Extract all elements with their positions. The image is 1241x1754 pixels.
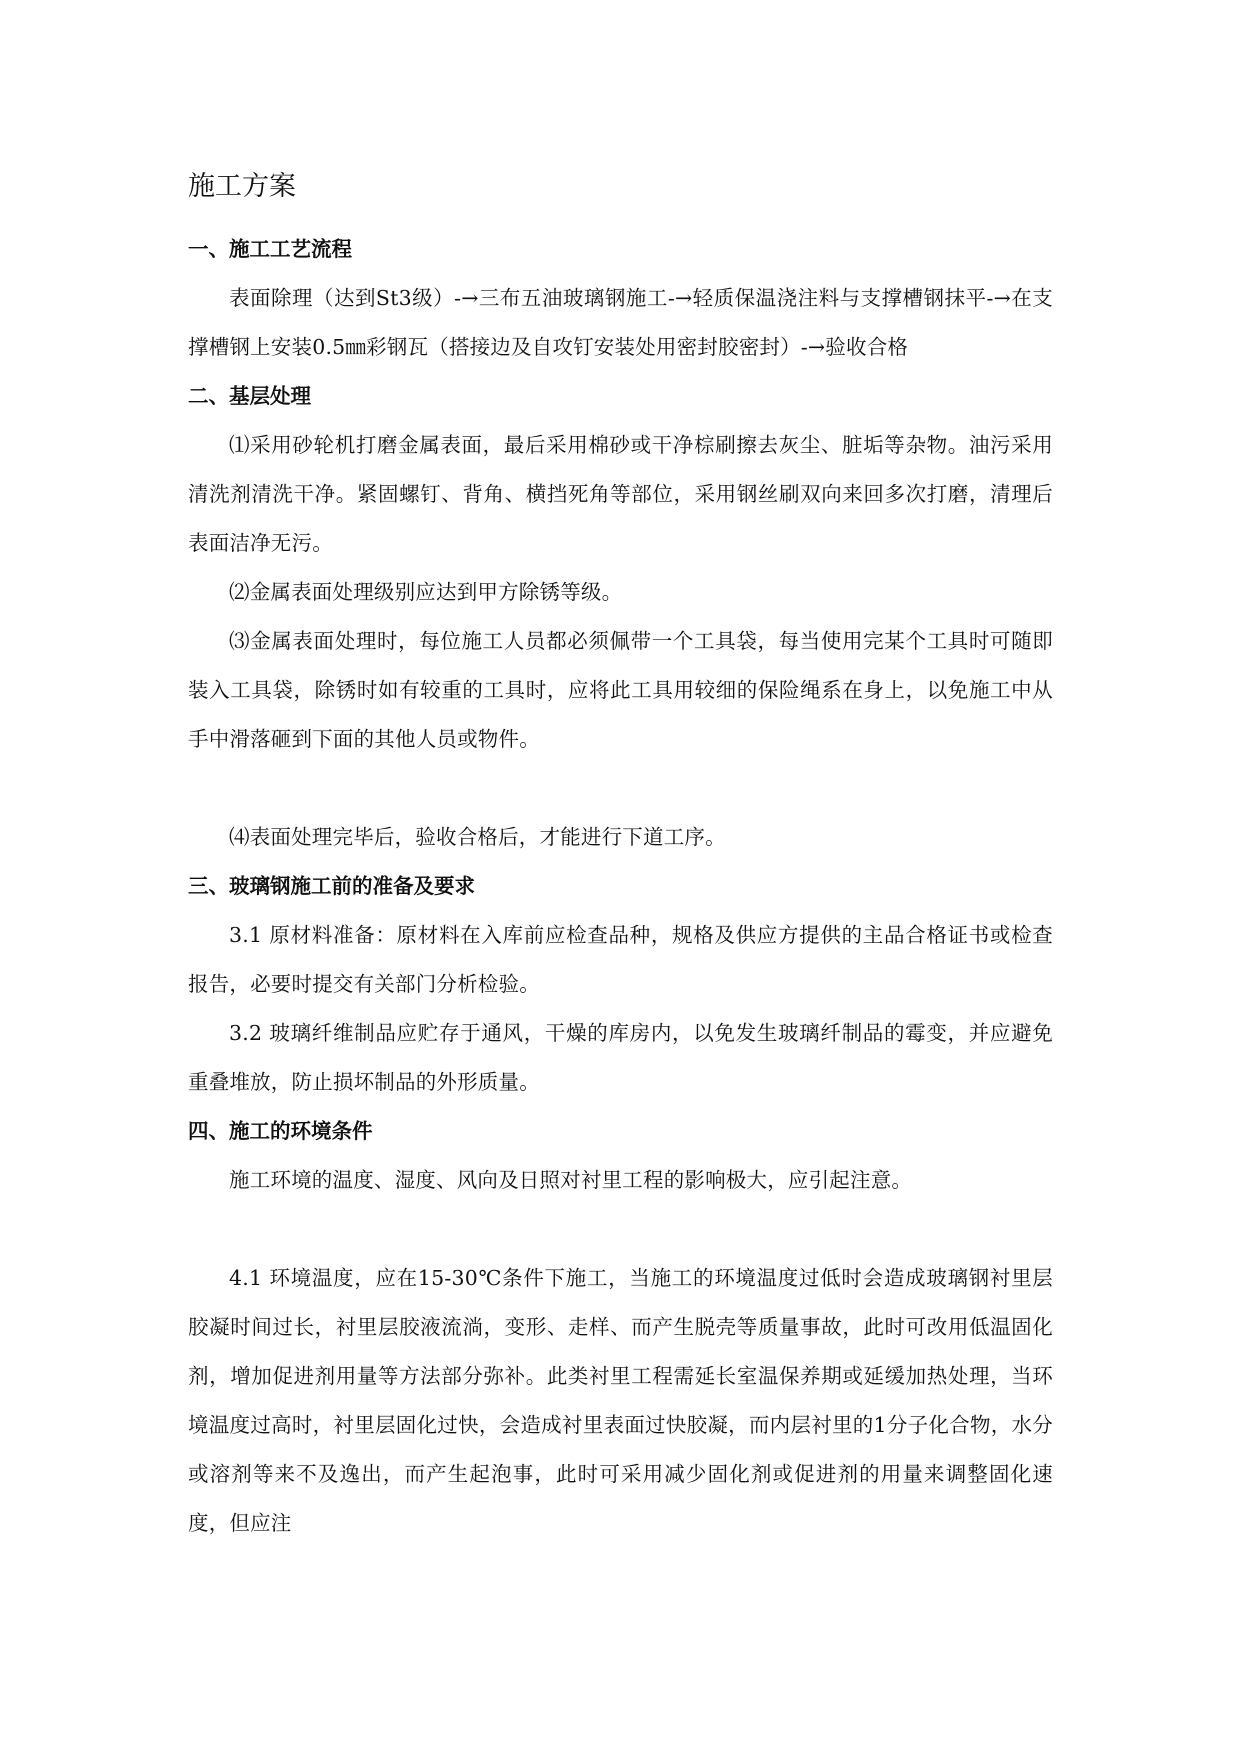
section-heading: 三、玻璃钢施工前的准备及要求 — [188, 874, 475, 898]
section-base-treatment — [188, 372, 1053, 862]
paragraph: ⑷表面处理完毕后，验收合格后，才能进行下道工序。 — [229, 825, 726, 849]
title-gap — [188, 209, 1053, 225]
document-title: 施工方案 — [188, 171, 296, 202]
paragraph: 4.1 环境温度，应在15-30℃条件下施工，当施工的环境温度过低时会造成玻璃钢衬里层胶凝时间过长，衬里层胶液流淌，变形、走样、而产生脱壳等质量事故，此时可改用低温固化剂，增加促进剂用量等方法部分弥补。此类衬里工程需延长室温保养期或延缓加热处理，当环境温度过高时，衬里层固化过快，会造成衬里表面过快胶凝，而内层衬里的1分子化合物，水分或溶剂等来不及逸出，而产生起泡事，此时可采用减少固化剂或促进剂的用量来调整固化速度，但应注 — [188, 1266, 1053, 1535]
section-heading: 一、施工工艺流程 — [188, 237, 352, 261]
section-heading: 四、施工的环境条件 — [188, 1119, 373, 1143]
paragraph: ⑶金属表面处理时，每位施工人员都必须佩带一个工具袋，每当使用完某个工具时可随即装入工具袋，除锈时如有较重的工具时，应将此工具用较细的保险绳系在身上，以免施工中从手中滑落砸到下面的其他人员或物件。 — [188, 629, 1053, 751]
section-environment — [188, 1107, 1053, 1548]
paragraph: 3.1 原材料准备：原材料在入库前应检查品种，规格及供应方提供的主品合格证书或检查报告，必要时提交有关部门分析检验。 — [188, 923, 1053, 996]
blank-line — [188, 764, 1053, 813]
paragraph: ⑵金属表面处理级别应达到甲方除锈等级。 — [229, 580, 623, 604]
paragraph: ⑴采用砂轮机打磨金属表面，最后采用棉砂或干净棕刷擦去灰尘、脏垢等杂物。油污采用清洗剂清洗干净。紧固螺钉、背角、横挡死角等部位，采用钢丝刷双向来回多次打磨，清理后表面洁净无污。 — [188, 433, 1053, 555]
paragraph: 3.2 玻璃纤维制品应贮存于通风，干燥的库房内，以免发生玻璃纤制品的霉变，并应避免重叠堆放，防止损坏制品的外形质量。 — [188, 1021, 1053, 1094]
document-page — [188, 165, 1053, 1548]
paragraph: 表面除理（达到St3级）-→三布五油玻璃钢施工-→轻质保温浇注料与支撑槽钢抹平-→在支撑槽钢上安装0.5㎜彩钢瓦（搭接边及自攻钉安装处用密封胶密封）-→验收合格 — [188, 286, 1053, 359]
section-heading: 二、基层处理 — [188, 384, 311, 408]
blank-line — [188, 1205, 1053, 1254]
section-process-flow — [188, 225, 1053, 372]
paragraph: 施工环境的温度、湿度、风向及日照对衬里工程的影响极大，应引起注意。 — [229, 1168, 913, 1192]
section-preparation — [188, 862, 1053, 1107]
